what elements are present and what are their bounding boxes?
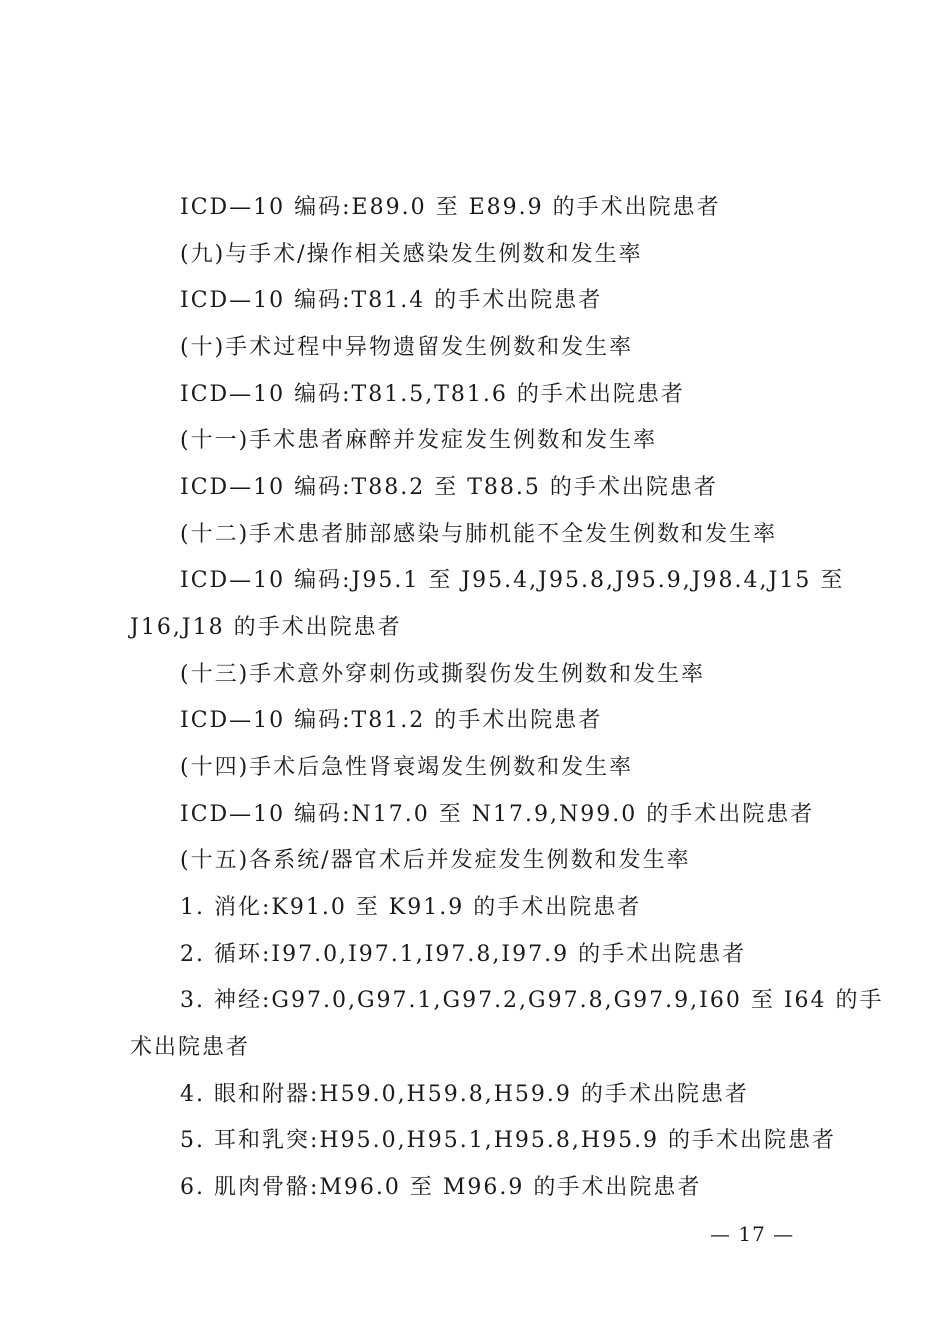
text-line: ICD—10 编码:J95.1 至 J95.4,J95.8,J95.9,J98.4,J15 至 [180, 568, 845, 593]
section-heading: (十四)手术后急性肾衰竭发生例数和发生率 [180, 755, 634, 780]
section-heading: (十五)各系统/器官术后并发症发生例数和发生率 [180, 848, 691, 873]
text-line: ICD—10 编码:T81.4 的手术出院患者 [180, 288, 603, 313]
page-number: — 17 — [710, 1222, 795, 1246]
text-line: ICD—10 编码:E89.0 至 E89.9 的手术出院患者 [180, 195, 721, 220]
section-heading: (九)与手术/操作相关感染发生例数和发生率 [180, 242, 643, 267]
list-item: 5. 耳和乳突:H95.0,H95.1,H95.8,H95.9 的手术出院患者 [180, 1128, 837, 1153]
text-line-continuation: 术出院患者 [130, 1035, 251, 1060]
text-line: ICD—10 编码:N17.0 至 N17.9,N99.0 的手术出院患者 [180, 802, 815, 827]
list-item: 4. 眼和附器:H59.0,H59.8,H59.9 的手术出院患者 [180, 1082, 749, 1107]
list-item: 2. 循环:I97.0,I97.1,I97.8,I97.9 的手术出院患者 [180, 942, 747, 967]
list-item: 6. 肌肉骨骼:M96.0 至 M96.9 的手术出院患者 [180, 1175, 702, 1200]
list-item: 3. 神经:G97.0,G97.1,G97.2,G97.8,G97.9,I60 至 I64 的手 [180, 988, 884, 1013]
section-heading: (十三)手术意外穿刺伤或撕裂伤发生例数和发生率 [180, 662, 706, 687]
section-heading: (十一)手术患者麻醉并发症发生例数和发生率 [180, 428, 658, 453]
text-line: ICD—10 编码:T81.5,T81.6 的手术出院患者 [180, 382, 685, 407]
list-item: 1. 消化:K91.0 至 K91.9 的手术出院患者 [180, 895, 642, 920]
text-line: ICD—10 编码:T81.2 的手术出院患者 [180, 708, 603, 733]
section-heading: (十)手术过程中异物遗留发生例数和发生率 [180, 335, 634, 360]
text-line-continuation: J16,J18 的手术出院患者 [130, 615, 402, 640]
text-line: ICD—10 编码:T88.2 至 T88.5 的手术出院患者 [180, 475, 718, 500]
section-heading: (十二)手术患者肺部感染与肺机能不全发生例数和发生率 [180, 522, 778, 547]
